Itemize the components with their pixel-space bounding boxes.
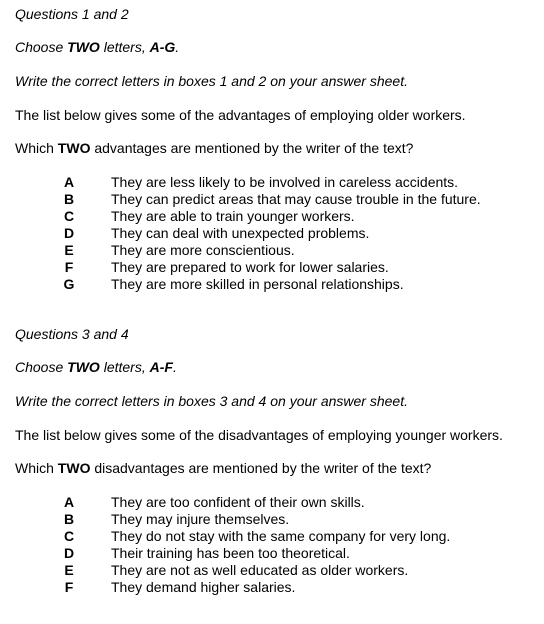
list-item [0, 242, 544, 259]
option-letter: B [63, 511, 75, 527]
option-text: They are less likely to be involved in careless accidents. [111, 174, 459, 190]
section2-instr1-b: TWO [67, 359, 100, 375]
list-item [0, 276, 544, 293]
option-letter: E [64, 242, 74, 258]
option-letter: F [64, 579, 74, 595]
option-letter: C [63, 208, 75, 224]
option-letter: D [63, 545, 75, 561]
section2-instruction-choose [15, 359, 177, 376]
list-item [0, 562, 544, 579]
list-item [0, 528, 544, 545]
section2-instr1-e: . [172, 359, 177, 375]
section1-instr1-d: A-G [149, 39, 176, 55]
section1-instruction-write: Write the correct letters in boxes 1 and 2 on your answer sheet. [15, 73, 408, 89]
list-item [0, 225, 544, 242]
list-item [0, 545, 544, 562]
section2-question-a: Which [15, 460, 58, 476]
section2-question-c: disadvantages are mentioned by the writer of the text? [90, 460, 432, 476]
section2-instr1-d: A-F [149, 359, 173, 375]
option-letter: D [63, 225, 75, 241]
list-item [0, 511, 544, 528]
option-text: They can predict areas that may cause trouble in the future. [111, 191, 481, 207]
option-letter: A [63, 494, 75, 510]
section2-question-b: TWO [57, 460, 91, 476]
section2-intro: The list below gives some of the disadvantages of employing younger workers. [15, 427, 503, 443]
section2-question [15, 460, 431, 477]
section2-instr1-a: Choose [15, 359, 68, 375]
section1-instr1-b: TWO [67, 39, 100, 55]
section1-heading: Questions 1 and 2 [15, 6, 129, 22]
section1-instr1-c: letters, [99, 39, 150, 55]
section1-instruction-choose [15, 39, 179, 56]
option-text: They are too confident of their own skills. [111, 494, 365, 510]
list-item [0, 174, 544, 191]
section1-instr1-a: Choose [15, 39, 68, 55]
option-text: They may injure themselves. [111, 511, 290, 527]
list-item [0, 191, 544, 208]
option-text: They are able to train younger workers. [111, 208, 355, 224]
section2-heading: Questions 3 and 4 [15, 326, 129, 342]
section2-instruction-write: Write the correct letters in boxes 3 and 4 on your answer sheet. [15, 393, 408, 409]
option-letter: A [63, 174, 75, 190]
option-letter: F [64, 259, 74, 275]
section1-question-b: TWO [57, 140, 91, 156]
section1-intro: The list below gives some of the advantages of employing older workers. [15, 107, 466, 123]
section1-instr1-e: . [175, 39, 180, 55]
section2-instr1-c: letters, [99, 359, 150, 375]
option-letter: G [63, 276, 75, 292]
option-letter: C [63, 528, 75, 544]
option-text: Their training has been too theoretical. [111, 545, 350, 561]
section1-question [15, 140, 413, 157]
option-text: They are not as well educated as older workers. [111, 562, 409, 578]
section1-question-c: advantages are mentioned by the writer of the text? [90, 140, 414, 156]
list-item [0, 208, 544, 225]
option-text: They can deal with unexpected problems. [111, 225, 370, 241]
list-item [0, 579, 544, 596]
option-text: They are prepared to work for lower salaries. [111, 259, 389, 275]
option-text: They do not stay with the same company for very long. [111, 528, 451, 544]
list-item [0, 494, 544, 511]
option-text: They are more conscientious. [111, 242, 295, 258]
option-letter: B [63, 191, 75, 207]
option-text: They demand higher salaries. [111, 579, 296, 595]
list-item [0, 259, 544, 276]
option-text: They are more skilled in personal relationships. [111, 276, 404, 292]
option-letter: E [64, 562, 74, 578]
section1-question-a: Which [15, 140, 58, 156]
